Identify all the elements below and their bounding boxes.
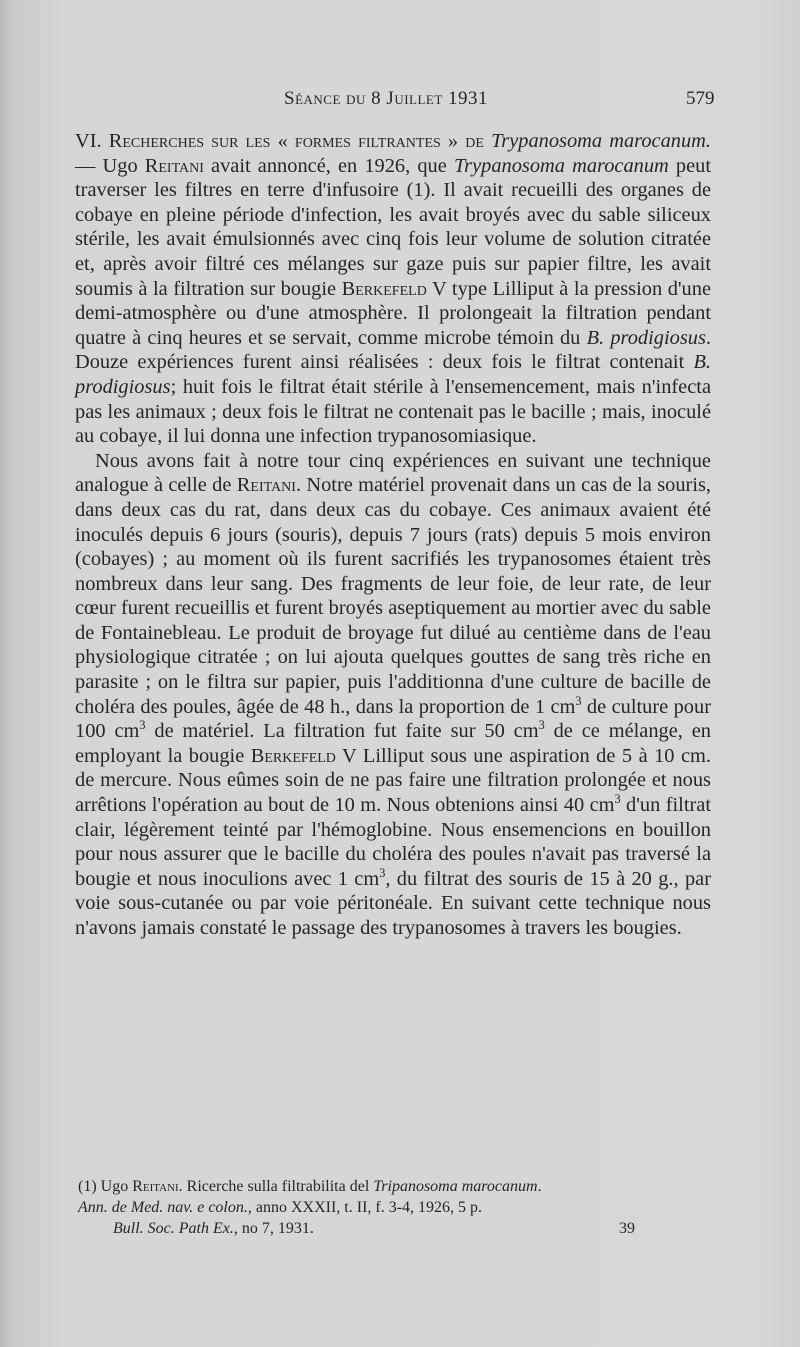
signature-mark: 39	[619, 1220, 635, 1237]
text-run: . Douze expériences furent ainsi réalisées : deux fois le filtrat contenait	[75, 326, 711, 374]
journal-name: Ann. de Med. nav. e colon.	[78, 1199, 248, 1216]
text-run: V Lilliput sous une aspiration de 5 à 10 cm. de mercure. Nous eûmes soin de ne pas faire une filtration prolongée et nous arrêtions l'opération au bout de 10 m. Nous obtenions ainsi 40 cm	[75, 744, 712, 817]
author-name: Reitani	[144, 154, 204, 177]
author-name: Reitani	[236, 474, 296, 497]
text-run: d'un filtrat clair, légèrement teinté par l'hémoglobine. Nous ensemencions en bouillon pour nous assurer que le bacille du choléra des poules n'avait pas traversé la bougie et nous inoculions avec 1 cm	[75, 794, 711, 890]
text-run: peut traverser les filtres en terre d'infusoire (1). Il avait recueilli des organes de cobaye en pleine période d'infection, les avait broyés avec du sable siliceux stérile, les avait émulsionnés avec cinq fois leur volume de solution citratée et, après avoir filtré ces mélanges sur gaze puis sur papier filtre, les avait soumis à la filtration sur bougie	[75, 154, 712, 300]
text-run: avait annoncé, en 1926, que	[203, 154, 454, 177]
section-number: VI.	[75, 130, 102, 152]
text-run: . Notre matériel provenait dans un cas de la souris, dans deux cas du rat, dans deux cas du cobaye. Ces animaux avaient été inoculés depuis 6 jours (souris), depuis 7 jours (rats) depuis 5 mois environ (cobayes) ; au moment où ils furent sacrifiés les trypanosomes étaient très nombreux dans leur sang. Des fragments de leur foie, de leur rate, de leur cœur furent recueillis et furent broyés aseptiquement au mortier avec du sable de Fontainebleau. Le produit de broyage fut dilué au centième dans de l'eau physiologique citratée ; on lui ajouta quelques gouttes de sang très riche en parasite ; on le filtra sur papier, puis l'additionna d'une culture de bacille de choléra des poules, âgée de 48 h., dans la proportion de 1 cm	[75, 474, 712, 718]
section-title-species: Trypanosoma marocanum.	[491, 130, 711, 152]
superscript: 3	[575, 693, 582, 708]
superscript: 3	[538, 718, 545, 733]
author-name: Reitani	[132, 1178, 179, 1195]
main-text	[75, 129, 711, 941]
running-title: Séance du 8 Juillet 1931	[284, 88, 489, 109]
species-name: Trypanosoma marocanum	[453, 154, 669, 177]
issue-info: , no 7, 1931.	[233, 1220, 314, 1237]
text-run: de ce mélange, en employant la bougie	[75, 720, 711, 767]
text-run: , anno XXXII, t. II, f. 3-4, 1926, 5 p.	[247, 1199, 483, 1216]
footnote-1-continuation	[78, 1197, 714, 1218]
filter-name: Berkefeld	[341, 277, 427, 300]
text-run: . Ricerche sulla filtrabilita del	[178, 1178, 374, 1195]
page-number: 579	[686, 88, 715, 109]
filter-name: Berkefeld	[250, 744, 336, 767]
text-run: — Ugo	[75, 154, 145, 177]
microbe-name: B. prodigiosus	[75, 351, 711, 398]
bulletin-name: Bull. Soc. Path Ex.	[113, 1220, 234, 1237]
footnote-1	[78, 1176, 714, 1197]
text-run: , du filtrat des souris de 15 à 20 g., par voie sous-cutanée ou par voie péritonéale. En suivant cette technique nous n'avons jamais constaté le passage des trypanosomes à travers les bougies.	[75, 867, 711, 939]
superscript: 3	[379, 866, 386, 881]
microbe-name: B. prodigiosus	[586, 326, 706, 349]
text-run: V type Lilliput à la pression d'une demi-atmosphère ou d'une atmosphère. Il prolongeait la filtration pendant quatre à cinq heures et se servait, comme microbe témoin du	[75, 277, 711, 349]
text-run: ; huit fois le filtrat était stérile à l'ensemencement, mais n'infecta pas les animaux ; deux fois le filtrat ne contenait pas le bacille ; mais, inoculé au cobaye, il lui donna une infection trypanosomiasique.	[75, 375, 711, 448]
text-run: .	[537, 1178, 542, 1195]
text-run: de culture pour 100 cm	[75, 695, 711, 743]
footnote-marker: (1) Ugo	[78, 1178, 133, 1195]
paragraph-2	[75, 449, 711, 941]
section-title: Recherches sur les « formes filtrantes » de	[108, 130, 484, 152]
paragraph-1	[75, 129, 711, 449]
bulletin-citation	[78, 1218, 714, 1239]
work-title: Tripanosoma marocanum	[373, 1178, 538, 1195]
text-run: Nous avons fait à notre tour cinq expériences en suivant une technique analogue à celle de	[75, 449, 711, 497]
superscript: 3	[614, 792, 621, 807]
footnotes	[78, 1176, 714, 1239]
superscript: 3	[139, 718, 146, 733]
running-header	[0, 88, 800, 118]
text-run: de matériel. La filtration fut faite sur 50 cm	[145, 720, 539, 743]
